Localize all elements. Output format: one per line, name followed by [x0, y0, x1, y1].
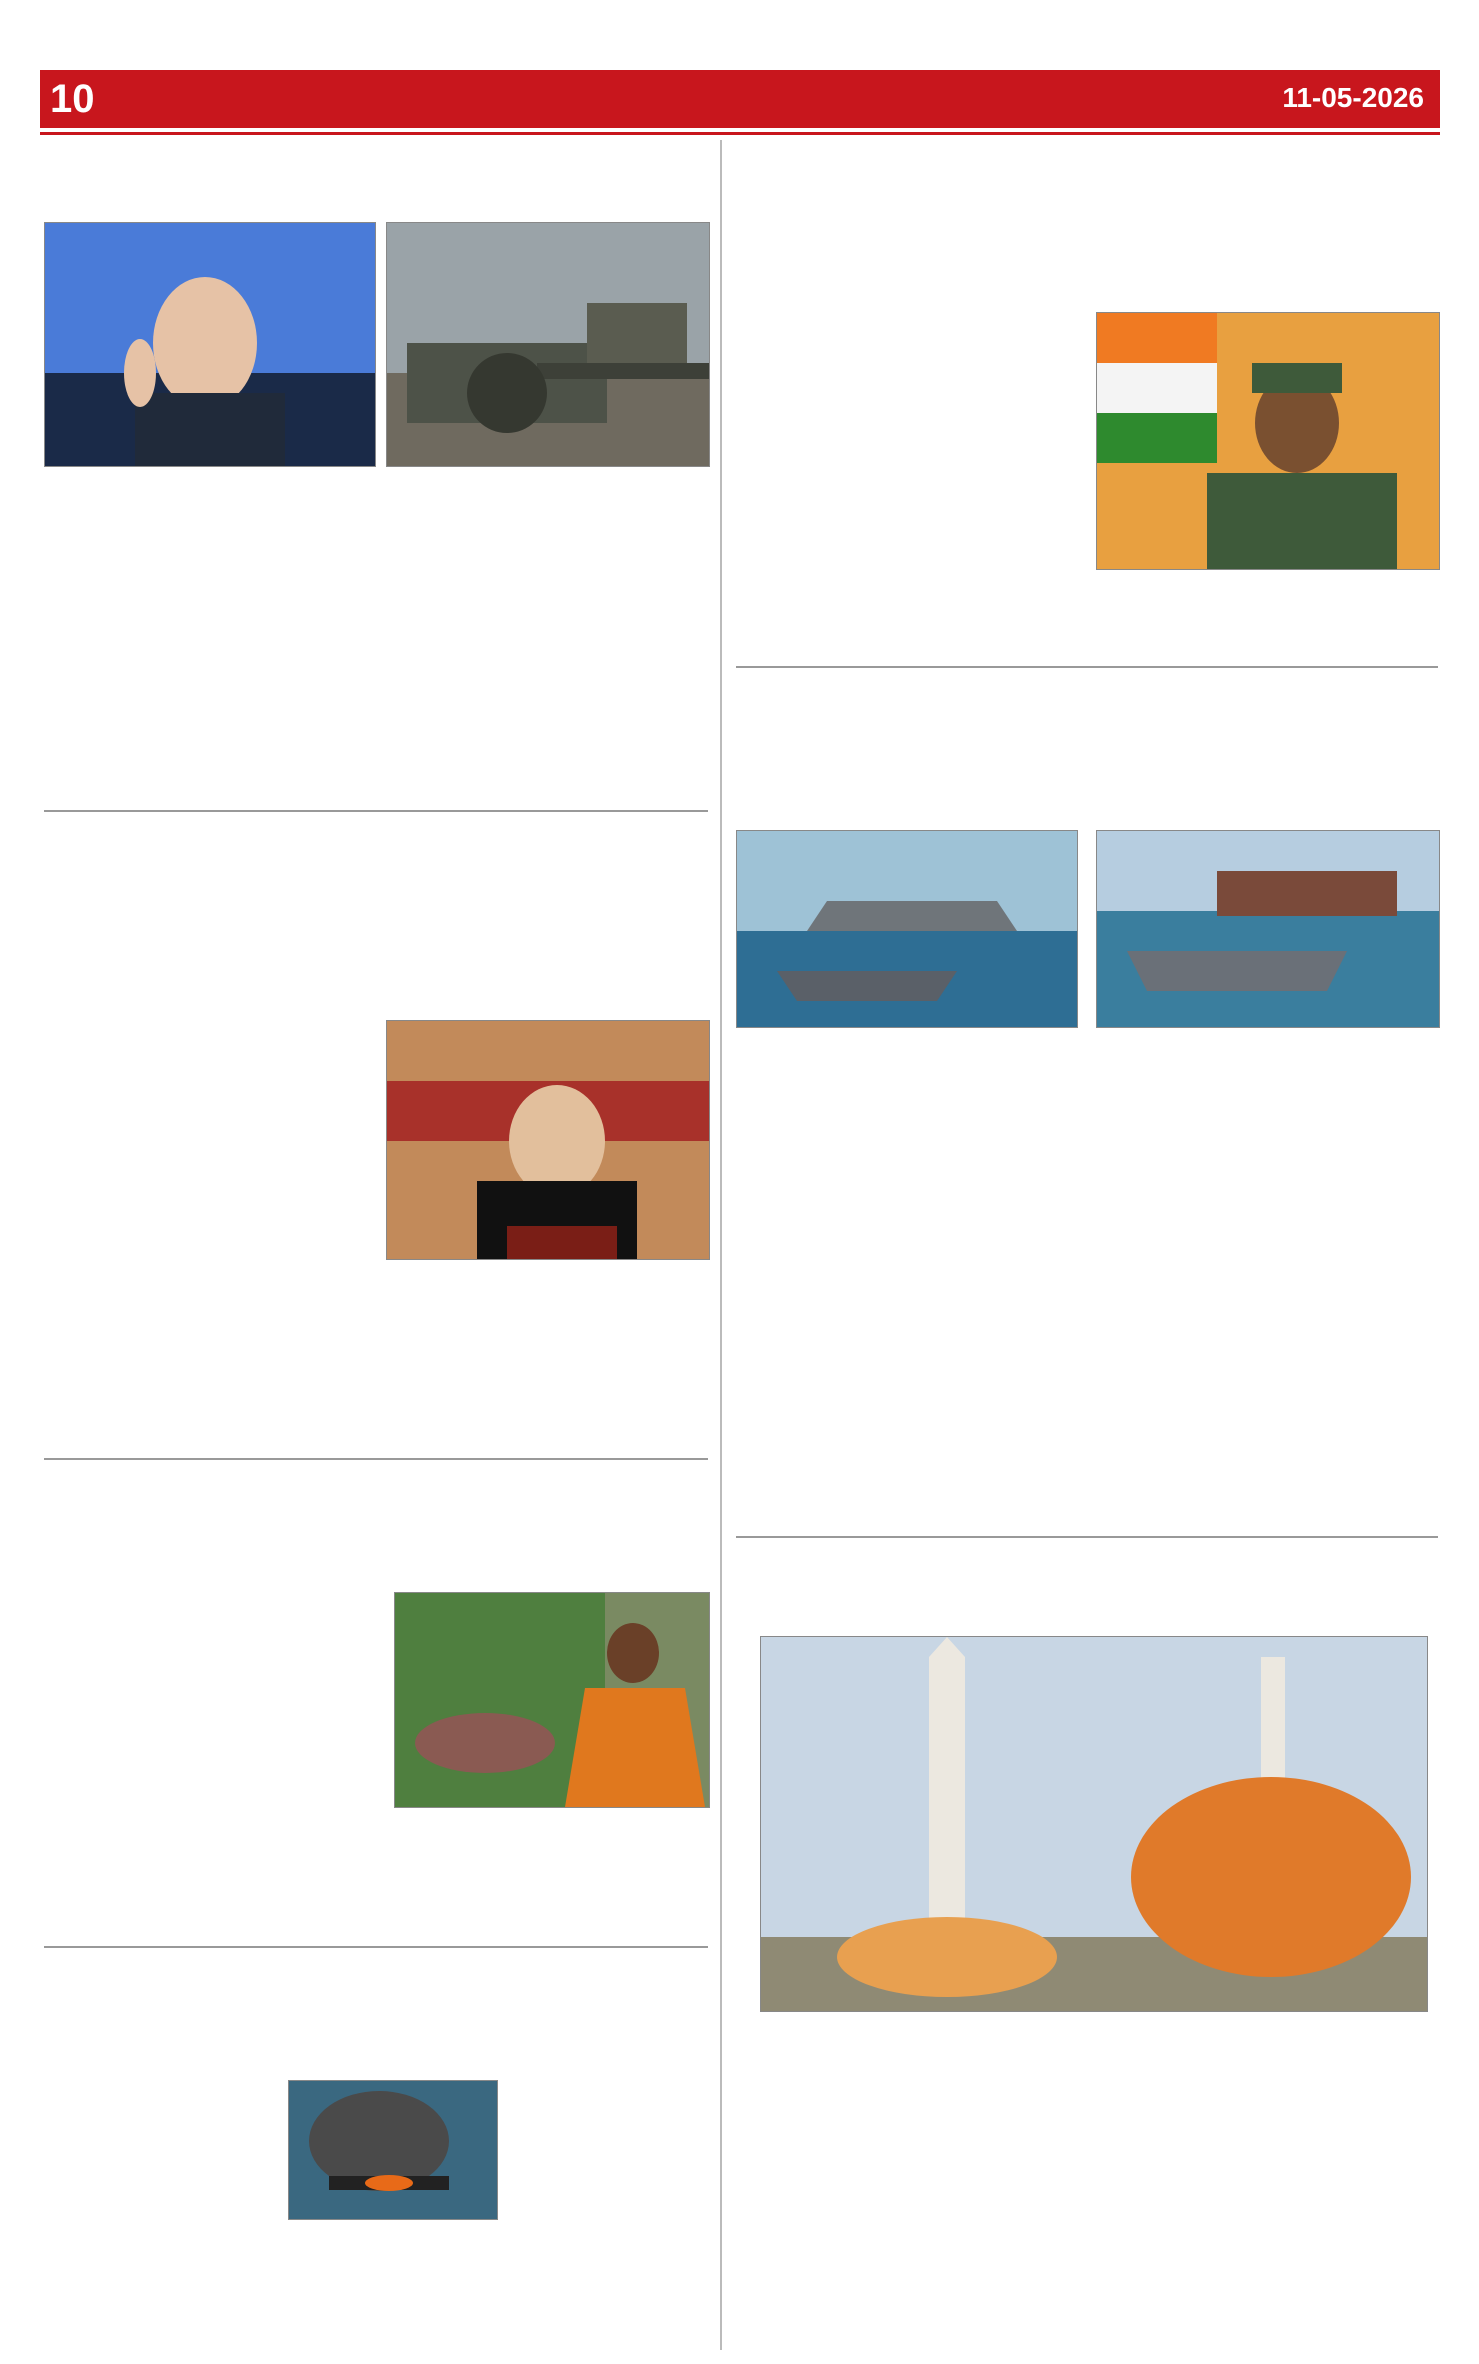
putin-body-col2 — [386, 472, 708, 802]
story-army-heading — [736, 140, 1438, 310]
army-body-col1 — [736, 312, 1080, 658]
story-iran-heading — [736, 674, 1438, 824]
tank-photo — [386, 222, 710, 467]
section-divider — [736, 666, 1438, 668]
boat-photo-2 — [1096, 830, 1440, 1028]
harassment-body-col1 — [44, 1592, 374, 1942]
page-number: 10 — [50, 76, 95, 121]
issue-date: 11-05-2026 — [1282, 82, 1424, 113]
kim-photo — [386, 1020, 710, 1260]
masthead-bar — [40, 70, 1440, 128]
monk-photo — [394, 1592, 710, 1808]
kim-body-col2 — [386, 1266, 708, 1456]
kim-body-col1 — [44, 1020, 374, 1450]
story-harassment-heading — [44, 1466, 708, 1586]
boat-photo-1 — [736, 830, 1078, 1028]
missile-photo — [760, 1636, 1428, 2012]
doha-body-col1 — [44, 2080, 284, 2350]
section-divider — [736, 1536, 1438, 1538]
doha-body-col2 — [504, 2080, 708, 2350]
story-missile-heading — [736, 1556, 1438, 1636]
section-divider — [44, 1458, 708, 1460]
harassment-body-col2 — [394, 1812, 708, 1942]
section-divider — [44, 1946, 708, 1948]
missile-body-col1 — [736, 2012, 1080, 2352]
iran-body-col1 — [736, 1030, 1080, 1530]
story-kim-heading — [44, 820, 708, 1020]
putin-body-col1 — [44, 472, 368, 802]
army-body-col2 — [1096, 574, 1438, 664]
iran-body-col2 — [1096, 1030, 1438, 1530]
story-doha-heading — [44, 1954, 708, 2074]
masthead-rule — [40, 132, 1440, 135]
section-divider — [44, 810, 708, 812]
column-separator — [720, 140, 722, 2350]
putin-photo — [44, 222, 376, 467]
jawan-photo — [1096, 312, 1440, 570]
ship-photo — [288, 2080, 498, 2220]
missile-body-col2 — [1096, 2012, 1438, 2352]
